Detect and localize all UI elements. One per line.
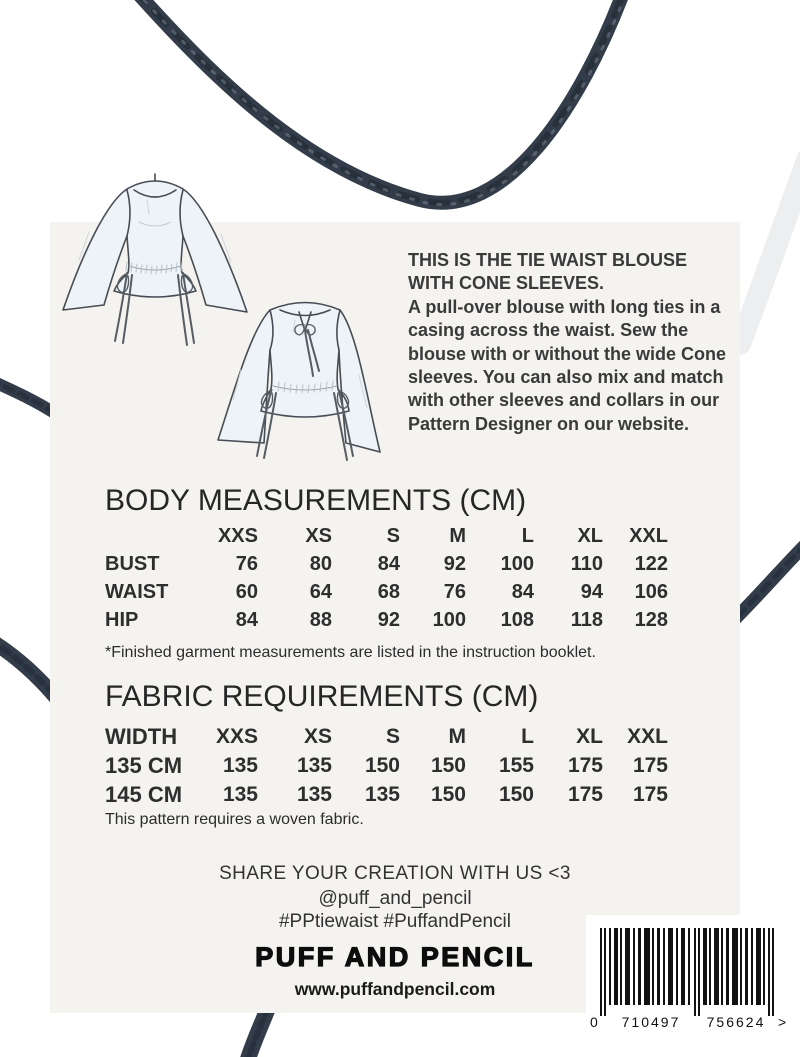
- barcode-graphic: [586, 915, 800, 1033]
- fabric-note: This pattern requires a woven fabric.: [105, 811, 364, 828]
- pattern-description-body: A pull-over blouse with long ties in a casing across the waist. Sew the blouse with or without the wide Cone sleeves. You can also mix and match with other sleeves and collars in our Pattern Designer on our website.: [408, 296, 726, 434]
- table-row-145cm: 145 CM 135 135 135 150 150 175 175: [105, 781, 668, 807]
- barcode-group1: 710497: [621, 1014, 681, 1030]
- size-header: XXS: [217, 524, 258, 547]
- size-header: M: [448, 724, 466, 748]
- fabric-requirements-title: FABRIC REQUIREMENTS (CM): [105, 680, 539, 713]
- brand-website: www.puffandpencil.com: [294, 979, 496, 999]
- table-row-135cm: 135 CM 135 135 150 150 155 175 175: [105, 752, 668, 778]
- share-callout: SHARE YOUR CREATION WITH US <3: [219, 863, 571, 884]
- size-header: M: [449, 524, 466, 547]
- size-header: XXS: [215, 724, 258, 748]
- size-header-row: [105, 522, 668, 550]
- size-header: XL: [576, 724, 603, 748]
- size-header: L: [521, 524, 534, 547]
- size-header: XL: [577, 524, 603, 547]
- blouse-technical-drawings: [55, 160, 405, 475]
- fabric-requirements-table: [105, 722, 668, 809]
- row-label: BUST: [105, 552, 160, 575]
- size-header: S: [385, 724, 400, 748]
- pattern-description-heading: THIS IS THE TIE WAIST BLOUSE WITH CONE SLEEVES.: [408, 250, 688, 294]
- row-label: WAIST: [105, 580, 169, 603]
- table-row-bust: BUST 76 80 84 92 100 110 122: [105, 552, 668, 575]
- row-label: HIP: [105, 608, 139, 631]
- barcode: [586, 915, 800, 1033]
- hashtags: #PPtiewaist #PuffandPencil: [278, 911, 512, 932]
- table-row-hip: HIP 84 88 92 100 108 118 128: [105, 608, 668, 631]
- body-measurements-footnote: *Finished garment measurements are listed in the instruction booklet.: [105, 644, 596, 661]
- row-label: 135 CM: [105, 752, 183, 778]
- blouse-back-illustration: [218, 303, 380, 461]
- barcode-end-mark: >: [778, 1014, 787, 1030]
- size-header-row: [105, 722, 668, 751]
- pattern-description: [408, 249, 736, 436]
- blouse-front-illustration: [63, 174, 247, 345]
- size-header: XS: [305, 524, 332, 547]
- size-header: XS: [303, 724, 332, 748]
- size-header: XXL: [627, 724, 668, 748]
- body-measurements-table: [105, 522, 668, 634]
- table-row-waist: WAIST 60 64 68 76 84 94 106: [105, 580, 668, 603]
- size-header: XXL: [629, 524, 668, 547]
- brand-logo: PUFF AND PENCIL: [255, 942, 535, 972]
- barcode-group2: 756624: [706, 1014, 766, 1030]
- social-handle: @puff_and_pencil: [318, 888, 472, 909]
- size-header: S: [386, 524, 400, 547]
- body-measurements-title: BODY MEASUREMENTS (CM): [105, 484, 527, 517]
- width-column-header: WIDTH: [105, 723, 178, 749]
- barcode-left-digit: 0: [590, 1014, 598, 1030]
- size-header: L: [521, 724, 534, 748]
- row-label: 145 CM: [105, 781, 183, 807]
